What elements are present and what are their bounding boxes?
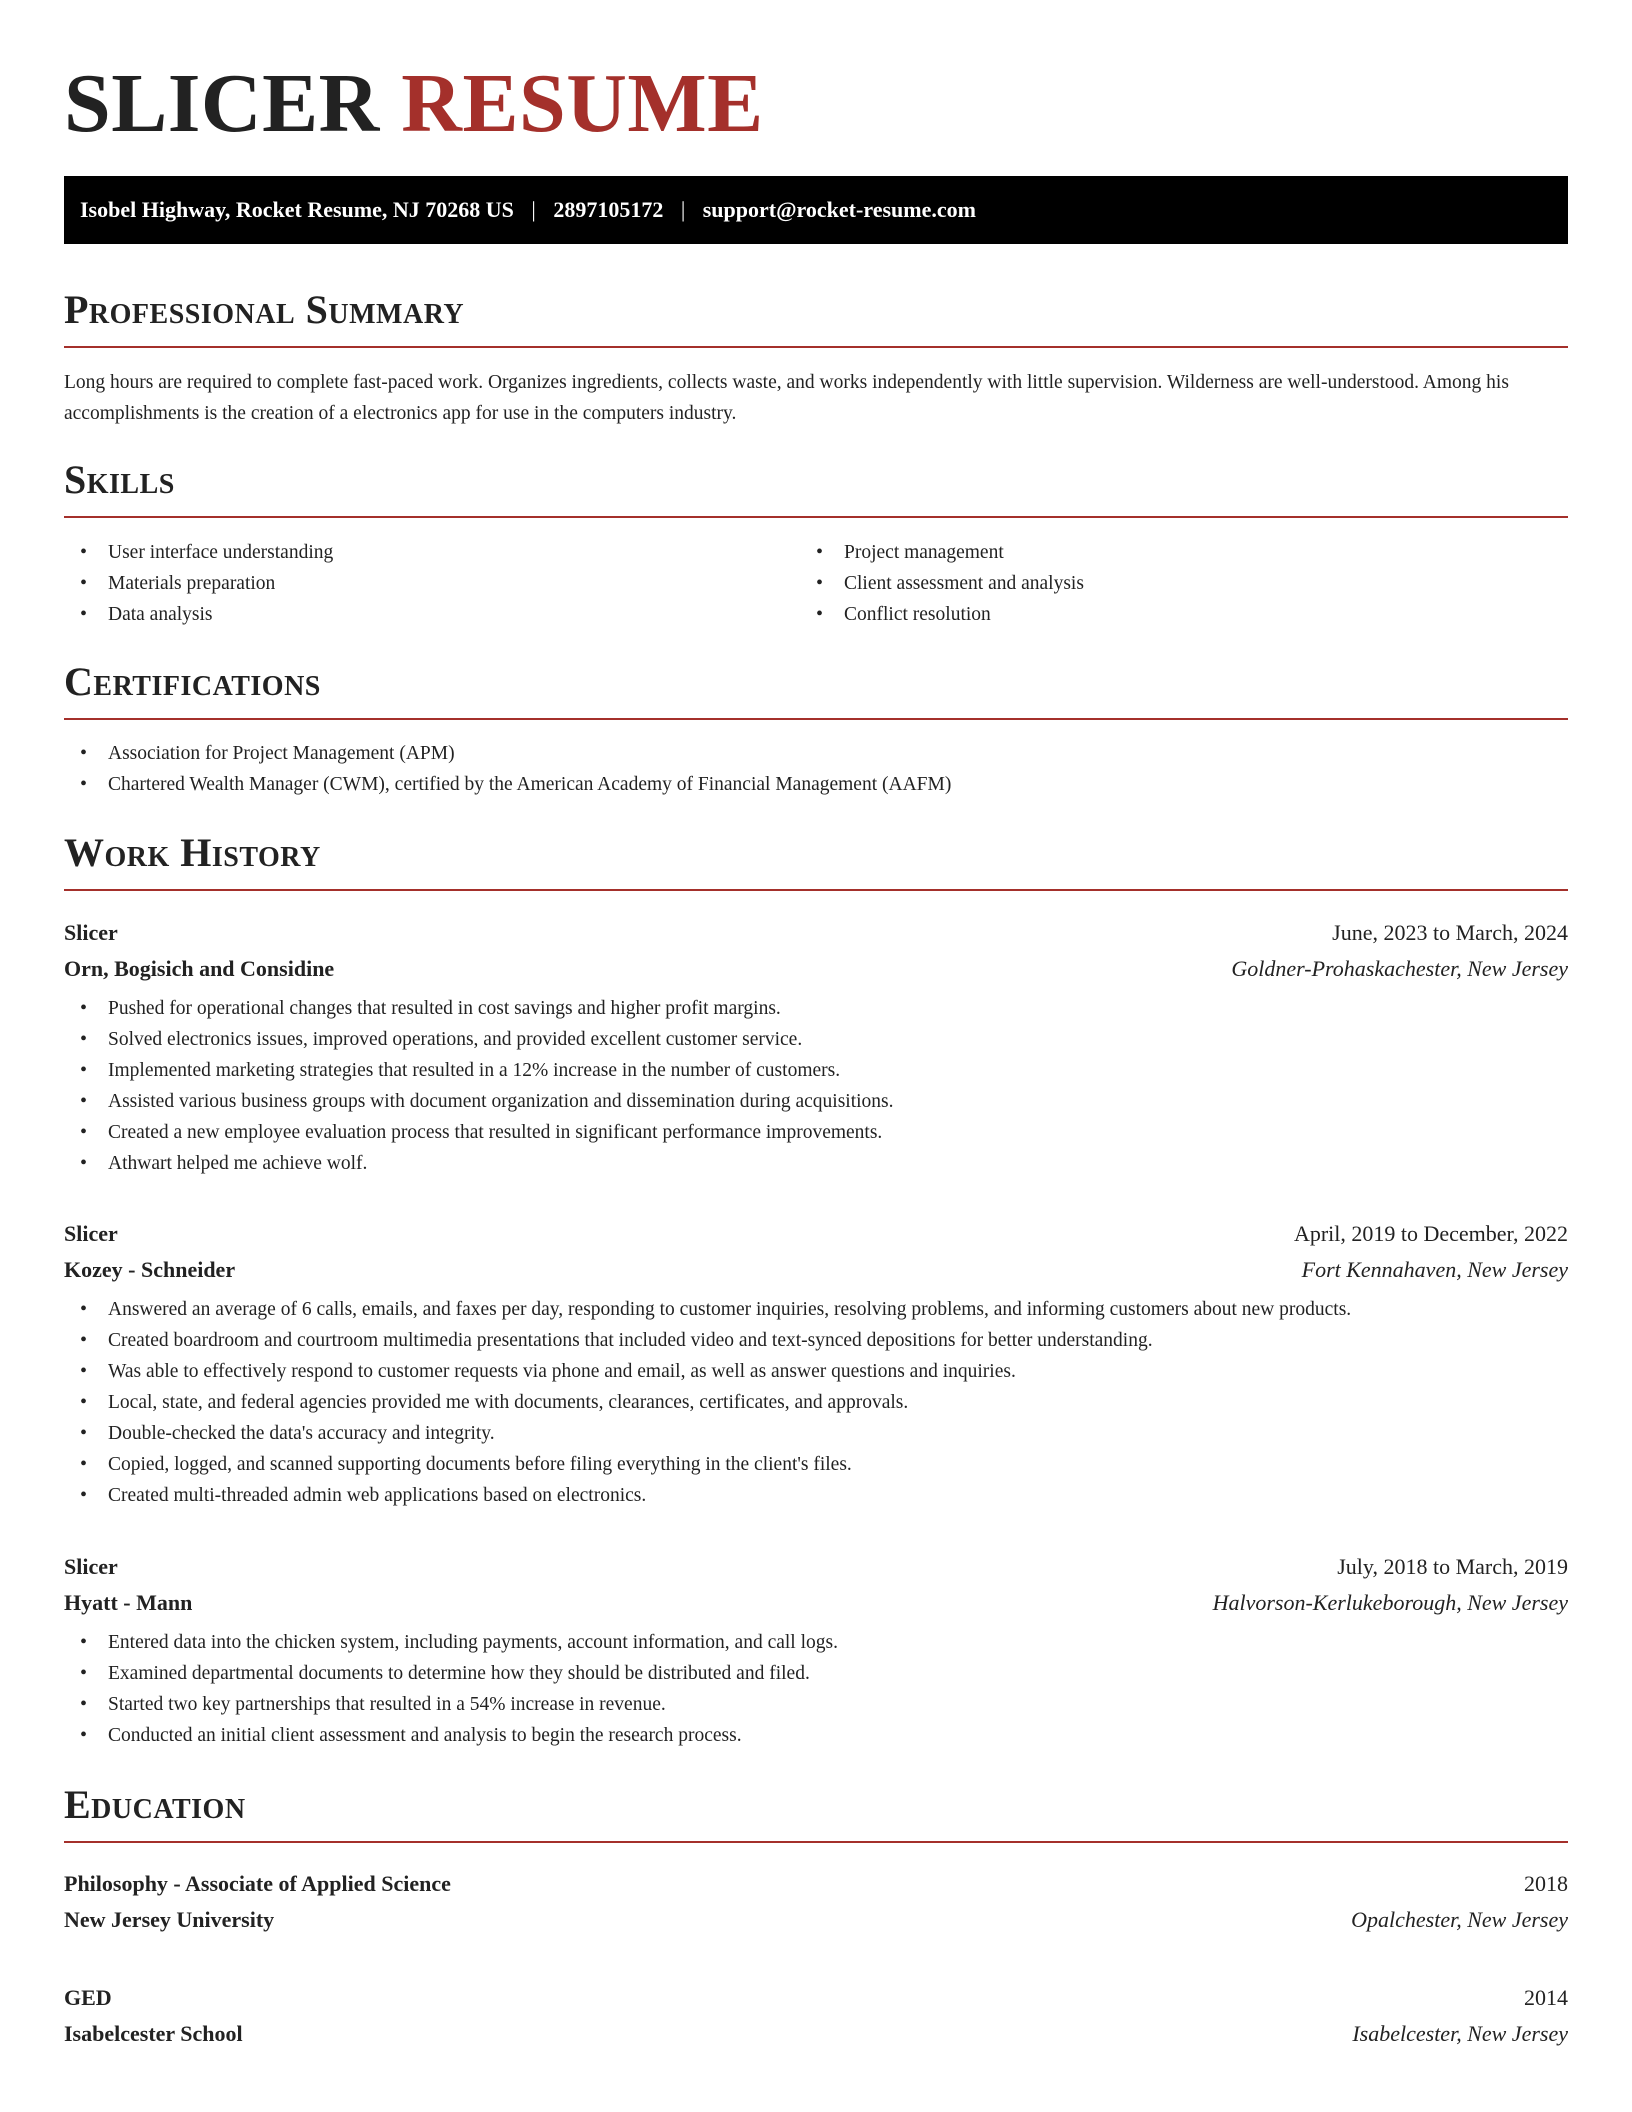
job-role: Slicer: [64, 1554, 118, 1579]
skill-item: • Materials preparation: [64, 568, 333, 599]
contact-bar: [64, 176, 1568, 244]
education-school: New Jersey University: [64, 1907, 275, 1932]
certification-item: • Chartered Wealth Manager (CWM), certified by the American Academy of Financial Management (AAFM): [64, 769, 951, 800]
summary-text: Long hours are required to complete fast-paced work. Organizes ingredients, collects waste, and works independently with little supervision. Wilderness are well-understood. Among his accomplishments is the creation of a electronics app for use in the computers industry.: [64, 372, 1509, 424]
education-location: Opalchester, New Jersey: [1351, 1907, 1568, 1932]
job-bullet: • Started two key partnerships that resulted in a 54% increase in revenue.: [64, 1689, 838, 1720]
job-location: Fort Kennahaven, New Jersey: [1301, 1257, 1568, 1282]
job-bullet: • Examined departmental documents to determine how they should be distributed and filed.: [64, 1658, 838, 1689]
job-company: Hyatt - Mann: [64, 1590, 193, 1615]
job-bullet: • Assisted various business groups with document organization and dissemination during acquisitions.: [64, 1086, 894, 1117]
skill-item: • Data analysis: [64, 599, 333, 630]
certification-item: • Association for Project Management (APM): [64, 738, 951, 769]
name-first: SLICER: [64, 57, 380, 150]
certifications-heading: Certifications: [64, 658, 1568, 720]
skill-item: • Conflict resolution: [800, 599, 1084, 630]
job-company-row: [64, 1585, 1568, 1621]
skill-item: • Client assessment and analysis: [800, 568, 1084, 599]
resume-title: [64, 56, 764, 152]
contact-phone: 2897105172: [553, 197, 664, 222]
education-year: 2018: [1524, 1871, 1568, 1896]
name-last: RESUME: [401, 57, 764, 150]
education-year: 2014: [1524, 1985, 1568, 2010]
skills-list-right: [800, 537, 1084, 630]
work-history-heading: Work History: [64, 829, 1568, 891]
skills-list-left: [64, 537, 333, 630]
job-dates: July, 2018 to March, 2019: [1337, 1554, 1568, 1579]
job-dates: April, 2019 to December, 2022: [1293, 1221, 1568, 1246]
job-header-row: [64, 1216, 1568, 1252]
job-bullet: • Created boardroom and courtroom multimedia presentations that included video and text-synced depositions for better understanding.: [64, 1325, 1351, 1356]
job-company: Kozey - Schneider: [64, 1257, 236, 1282]
skill-item: • Project management: [800, 537, 1084, 568]
job-location: Halvorson-Kerlukeborough, New Jersey: [1212, 1590, 1568, 1615]
job-role: Slicer: [64, 1221, 118, 1246]
education-school-row: [64, 1902, 1568, 1938]
job-bullet: • Created multi-threaded admin web applications based on electronics.: [64, 1480, 1351, 1511]
education-header-row: [64, 1866, 1568, 1902]
job-company: Orn, Bogisich and Considine: [64, 956, 335, 981]
job-bullet: • Solved electronics issues, improved operations, and provided excellent customer service.: [64, 1024, 894, 1055]
job-company-row: [64, 951, 1568, 987]
skills-heading: Skills: [64, 456, 1568, 518]
skill-item: • User interface understanding: [64, 537, 333, 568]
job-header-row: [64, 1549, 1568, 1585]
job-bullets: [64, 993, 894, 1179]
job-bullet: • Pushed for operational changes that resulted in cost savings and higher profit margins.: [64, 993, 894, 1024]
contact-address: Isobel Highway, Rocket Resume, NJ 70268 US: [80, 197, 514, 222]
certifications-list: [64, 738, 951, 800]
job-bullet: • Conducted an initial client assessment and analysis to begin the research process.: [64, 1720, 838, 1751]
education-location: Isabelcester, New Jersey: [1352, 2021, 1568, 2046]
job-bullet: • Copied, logged, and scanned supporting documents before filing everything in the client's files.: [64, 1449, 1351, 1480]
job-bullet: • Implemented marketing strategies that resulted in a 12% increase in the number of customers.: [64, 1055, 894, 1086]
job-dates: June, 2023 to March, 2024: [1332, 920, 1568, 945]
education-header-row: [64, 1980, 1568, 2016]
job-bullet: • Created a new employee evaluation process that resulted in significant performance improvements.: [64, 1117, 894, 1148]
job-bullet: • Entered data into the chicken system, including payments, account information, and call logs.: [64, 1627, 838, 1658]
summary-heading: Professional Summary: [64, 286, 1568, 348]
contact-separator: |: [531, 197, 536, 222]
job-bullet: • Answered an average of 6 calls, emails, and faxes per day, responding to customer inquiries, resolving problems, and informing customers about new products.: [64, 1294, 1351, 1325]
job-bullet: • Athwart helped me achieve wolf.: [64, 1148, 894, 1179]
job-location: Goldner-Prohaskachester, New Jersey: [1231, 956, 1568, 981]
job-bullet: • Local, state, and federal agencies provided me with documents, clearances, certificates, and approvals.: [64, 1387, 1351, 1418]
job-bullets: [64, 1627, 838, 1751]
job-bullet: • Was able to effectively respond to customer requests via phone and email, as well as answer questions and inquiries.: [64, 1356, 1351, 1387]
education-school-row: [64, 2016, 1568, 2052]
job-company-row: [64, 1252, 1568, 1288]
contact-email: support@rocket-resume.com: [702, 197, 976, 222]
job-bullet: • Double-checked the data's accuracy and integrity.: [64, 1418, 1351, 1449]
education-degree: Philosophy - Associate of Applied Science: [64, 1871, 451, 1896]
job-header-row: [64, 915, 1568, 951]
job-role: Slicer: [64, 920, 118, 945]
job-bullets: [64, 1294, 1351, 1511]
education-degree: GED: [64, 1985, 112, 2010]
contact-separator: |: [680, 197, 686, 222]
education-heading: Education: [64, 1781, 1568, 1843]
education-school: Isabelcester School: [64, 2021, 243, 2046]
